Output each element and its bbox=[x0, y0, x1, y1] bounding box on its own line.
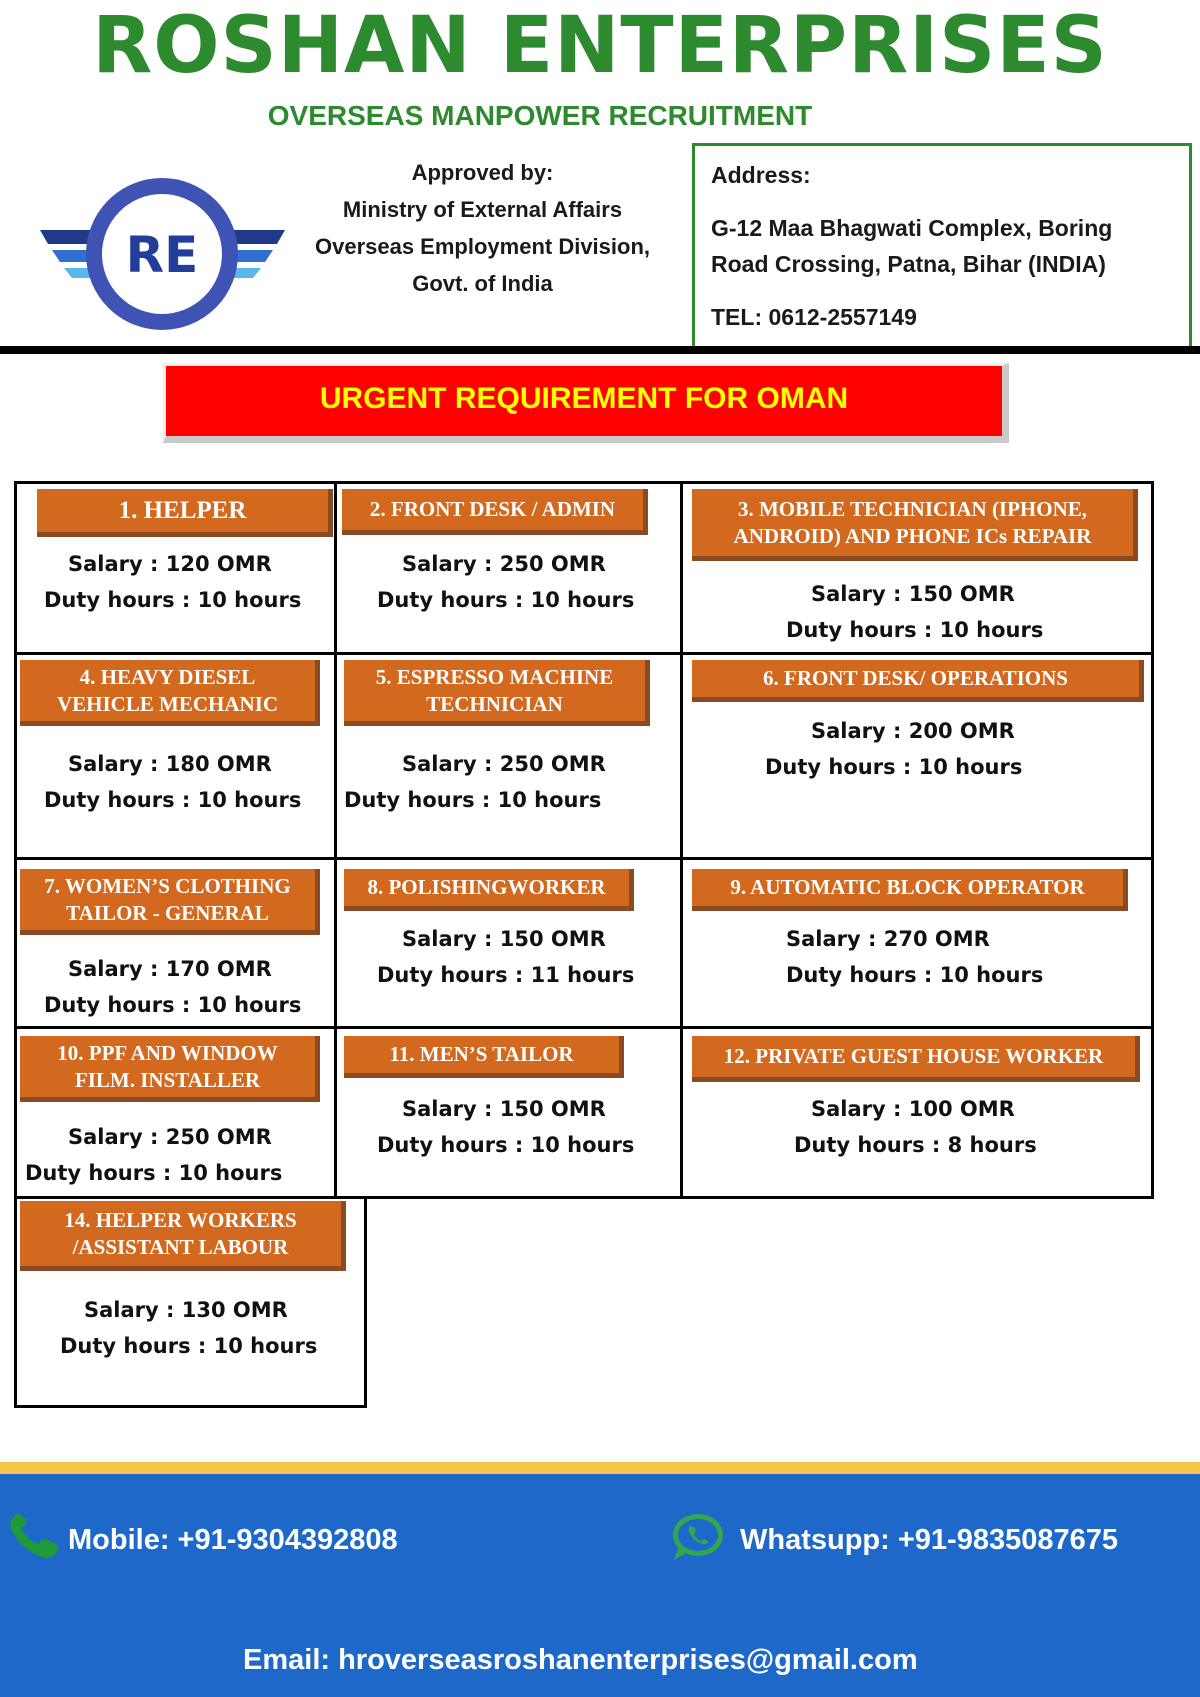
job-salary: Salary : 150 OMR bbox=[402, 1097, 606, 1121]
footer-stripe bbox=[0, 1462, 1200, 1474]
address-line-2: Road Crossing, Patna, Bihar (INDIA) bbox=[711, 251, 1106, 277]
whatsapp-icon bbox=[670, 1512, 726, 1562]
job-duty-hours: Duty hours : 10 hours bbox=[344, 788, 602, 812]
job-salary: Salary : 200 OMR bbox=[811, 719, 1015, 743]
job-title bbox=[20, 1201, 346, 1271]
job-title-line: 4. HEAVY DIESEL bbox=[79, 664, 256, 689]
job-salary: Salary : 100 OMR bbox=[811, 1097, 1015, 1121]
header-divider bbox=[0, 346, 1200, 354]
job-title-line: TAILOR - GENERAL bbox=[66, 900, 269, 925]
logo-letters: RE bbox=[125, 226, 199, 284]
job-duty-hours: Duty hours : 10 hours bbox=[786, 618, 1044, 642]
job-duty-hours: Duty hours : 10 hours bbox=[60, 1334, 318, 1358]
job-title: 11. MEN’S TAILOR bbox=[344, 1036, 624, 1078]
job-salary: Salary : 250 OMR bbox=[68, 1125, 272, 1149]
whatsapp-number[interactable]: Whatsupp: +91-9835087675 bbox=[740, 1524, 1118, 1556]
company-logo-icon bbox=[40, 172, 285, 332]
job-title-line: FILM. INSTALLER bbox=[74, 1067, 261, 1092]
job-title bbox=[692, 489, 1138, 561]
job-duty-hours: Duty hours : 10 hours bbox=[786, 963, 1044, 987]
job-title: 6. FRONT DESK/ OPERATIONS bbox=[692, 660, 1144, 702]
job-title bbox=[20, 660, 320, 726]
job-title-line: 5. ESPRESSO MACHINE bbox=[375, 664, 614, 689]
approved-ministry: Ministry of External Affairs bbox=[342, 197, 623, 222]
job-title-line: TECHNICIAN bbox=[426, 691, 563, 716]
approval-block bbox=[290, 154, 675, 302]
job-duty-hours: Duty hours : 10 hours bbox=[44, 588, 302, 612]
phone-icon bbox=[8, 1513, 62, 1559]
job-duty-hours: Duty hours : 11 hours bbox=[377, 963, 635, 987]
job-salary: Salary : 130 OMR bbox=[84, 1298, 288, 1322]
job-title-line: VEHICLE MECHANIC bbox=[56, 691, 279, 716]
job-title bbox=[20, 1036, 320, 1102]
mobile-number[interactable]: Mobile: +91-9304392808 bbox=[68, 1524, 398, 1556]
job-title-line: 3. MOBILE TECHNICIAN (IPHONE, bbox=[737, 496, 1088, 521]
address-box bbox=[692, 143, 1192, 346]
email-address[interactable]: Email: hroverseasroshanenterprises@gmail.com bbox=[243, 1644, 918, 1676]
address-label: Address: bbox=[711, 162, 811, 188]
job-salary: Salary : 250 OMR bbox=[402, 552, 606, 576]
job-duty-hours: Duty hours : 10 hours bbox=[765, 755, 1023, 779]
address-line-1: G-12 Maa Bhagwati Complex, Boring bbox=[711, 215, 1113, 241]
job-salary: Salary : 250 OMR bbox=[402, 752, 606, 776]
job-duty-hours: Duty hours : 10 hours bbox=[377, 1133, 635, 1157]
approved-by-label: Approved by: bbox=[411, 160, 554, 185]
job-title bbox=[344, 660, 650, 726]
job-title-line: ANDROID) AND PHONE ICs REPAIR bbox=[733, 523, 1092, 548]
job-title: 12. PRIVATE GUEST HOUSE WORKER bbox=[692, 1036, 1140, 1082]
job-salary: Salary : 150 OMR bbox=[811, 582, 1015, 606]
job-title bbox=[20, 869, 320, 935]
job-salary: Salary : 180 OMR bbox=[68, 752, 272, 776]
job-duty-hours: Duty hours : 10 hours bbox=[44, 993, 302, 1017]
approved-division: Overseas Employment Division, bbox=[314, 234, 651, 259]
job-salary: Salary : 150 OMR bbox=[402, 927, 606, 951]
job-title: 2. FRONT DESK / ADMIN bbox=[342, 489, 648, 535]
approved-govt: Govt. of India bbox=[412, 271, 553, 296]
job-title-line: 10. PPF AND WINDOW bbox=[57, 1040, 278, 1065]
job-salary: Salary : 170 OMR bbox=[68, 957, 272, 981]
job-salary: Salary : 270 OMR bbox=[786, 927, 990, 951]
job-salary: Salary : 120 OMR bbox=[68, 552, 272, 576]
company-name: ROSHAN ENTERPRISES bbox=[92, 1, 1108, 91]
job-duty-hours: Duty hours : 10 hours bbox=[377, 588, 635, 612]
address-text bbox=[711, 210, 1173, 282]
job-title: 8. POLISHINGWORKER bbox=[344, 869, 634, 911]
job-title: 1. HELPER bbox=[37, 489, 333, 537]
urgent-banner: URGENT REQUIREMENT FOR OMAN bbox=[163, 363, 1009, 443]
job-title-line: 7. WOMEN’S CLOTHING bbox=[44, 873, 291, 898]
job-duty-hours: Duty hours : 10 hours bbox=[44, 788, 302, 812]
job-title-line: 14. HELPER WORKERS bbox=[64, 1207, 297, 1232]
job-duty-hours: Duty hours : 8 hours bbox=[794, 1133, 1037, 1157]
telephone: TEL: 0612-2557149 bbox=[711, 304, 917, 330]
company-tagline: OVERSEAS MANPOWER RECRUITMENT bbox=[267, 100, 813, 131]
job-title: 9. AUTOMATIC BLOCK OPERATOR bbox=[692, 869, 1128, 911]
job-duty-hours: Duty hours : 10 hours bbox=[25, 1161, 283, 1185]
job-title-line: /ASSISTANT LABOUR bbox=[72, 1234, 289, 1259]
